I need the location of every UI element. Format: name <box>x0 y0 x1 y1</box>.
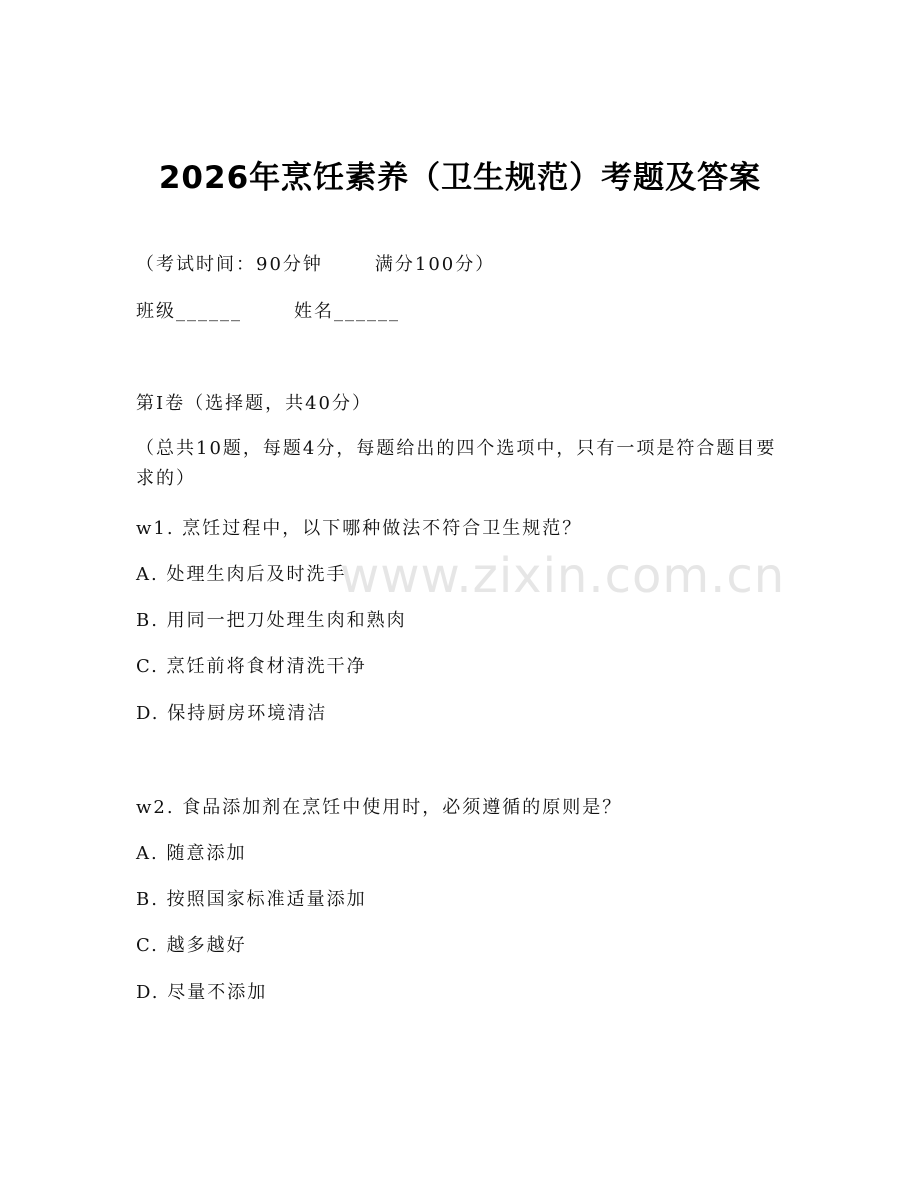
question-2-option-a: A. 随意添加 <box>136 843 247 864</box>
class-field-label: 班级______ <box>136 301 242 322</box>
question-1-option-d: D. 保持厨房环境清洁 <box>136 703 328 724</box>
document-title: 2026年烹饪素养（卫生规范）考题及答案 <box>158 160 762 196</box>
watermark: www.zixin.com.cn <box>340 548 786 604</box>
exam-score: 满分100分） <box>374 254 496 275</box>
question-1-option-c: C. 烹饪前将食材清洗干净 <box>136 656 367 677</box>
exam-time: （考试时间：90分钟 <box>136 254 323 275</box>
question-2-option-d: D. 尽量不添加 <box>136 982 268 1003</box>
question-2-option-b: B. 按照国家标准适量添加 <box>136 889 367 910</box>
question-1-stem: w1. 烹饪过程中，以下哪种做法不符合卫生规范？ <box>136 518 583 539</box>
question-2-option-c: C. 越多越好 <box>136 935 247 956</box>
question-2-stem: w2. 食品添加剂在烹饪中使用时，必须遵循的原则是？ <box>136 797 623 818</box>
name-field-label: 姓名______ <box>294 301 400 322</box>
question-1-option-a: A. 处理生肉后及时洗手 <box>136 564 347 585</box>
section-heading: 第Ⅰ卷（选择题，共40分） <box>136 393 373 414</box>
student-info <box>136 300 400 324</box>
section-instructions: （总共10题，每题4分，每题给出的四个选项中，只有一项是符合题目要求的） <box>136 438 777 489</box>
exam-info <box>136 253 495 277</box>
question-1-option-b: B. 用同一把刀处理生肉和熟肉 <box>136 610 407 631</box>
